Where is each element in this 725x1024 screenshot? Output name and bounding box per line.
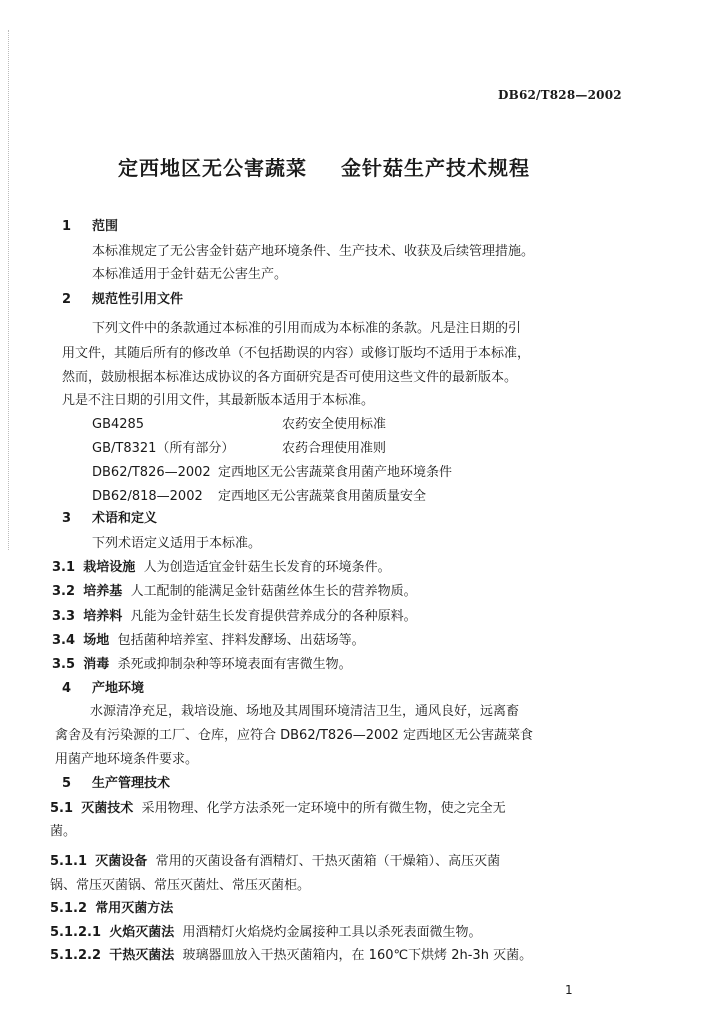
section-5-1-term: 灭菌技术 bbox=[81, 801, 134, 816]
section-3-number: 3 bbox=[62, 511, 72, 526]
ref-4-name: 定西地区无公害蔬菜食用菌质量安全 bbox=[218, 489, 427, 504]
section-5-1-2-1 bbox=[50, 924, 482, 942]
definition-3 bbox=[52, 608, 417, 626]
section-2-number: 2 bbox=[62, 292, 72, 307]
definition-4-number: 3.4 bbox=[52, 633, 76, 648]
section-5-1-1-line-2: 锅、常压灭菌锅、常压灭菌灶、常压灭菌柜。 bbox=[50, 878, 311, 893]
definition-5-term: 消毒 bbox=[83, 657, 110, 672]
section-5-1-2-title: 常用灭菌方法 bbox=[95, 901, 174, 916]
section-2-title: 规范性引用文件 bbox=[92, 292, 184, 307]
section-5-1-text: 采用物理、化学方法杀死一定环境中的所有微生物，使之完全无 bbox=[141, 801, 506, 816]
section-5-1-1-line-1 bbox=[50, 853, 500, 871]
section-5-1-1-number: 5.1.1 bbox=[50, 854, 88, 869]
section-1-para-1: 本标准规定了无公害金针菇产地环境条件、生产技术、收获及后续管理措施。 bbox=[92, 244, 535, 259]
scan-margin-line bbox=[8, 30, 10, 550]
section-5-1-2-2-term: 干热灭菌法 bbox=[109, 948, 175, 963]
section-3-para-1: 下列术语定义适用于本标准。 bbox=[92, 536, 262, 551]
standard-code: DB62/T828—2002 bbox=[498, 88, 622, 102]
ref-2-code: GB/T8321（所有部分） bbox=[92, 441, 235, 456]
title-right: 金针菇生产技术规程 bbox=[341, 156, 530, 180]
definition-4 bbox=[52, 632, 365, 650]
title-left: 定西地区无公害蔬菜 bbox=[118, 156, 307, 180]
definition-1-number: 3.1 bbox=[52, 560, 76, 575]
section-5-1-1-term: 灭菌设备 bbox=[95, 854, 148, 869]
definition-4-term: 场地 bbox=[83, 633, 110, 648]
ref-1-code: GB4285 bbox=[92, 417, 145, 432]
section-4-para-2: 禽舍及有污染源的工厂、仓库，应符合 DB62/T826—2002 定西地区无公害蔬菜食 bbox=[55, 728, 533, 743]
section-5-1-2-number: 5.1.2 bbox=[50, 901, 88, 916]
definition-5 bbox=[52, 656, 352, 674]
section-4-title: 产地环境 bbox=[92, 681, 145, 696]
section-2-para-2: 用文件，其随后所有的修改单（不包括勘误的内容）或修订版均不适用于本标准， bbox=[62, 346, 531, 361]
section-5-1-2-1-term: 火焰灭菌法 bbox=[109, 925, 175, 940]
section-5-1-2-1-text: 用酒精灯火焰烧灼金属接种工具以杀死表面微生物。 bbox=[182, 925, 482, 940]
definition-1-term: 栽培设施 bbox=[83, 560, 136, 575]
section-1-para-2: 本标准适用于金针菇无公害生产。 bbox=[92, 267, 288, 282]
definition-3-number: 3.3 bbox=[52, 609, 76, 624]
definition-1-text: 人为创造适宜金针菇生长发育的环境条件。 bbox=[143, 560, 391, 575]
definition-2-text: 人工配制的能满足金针菇菌丝体生长的营养物质。 bbox=[130, 584, 417, 599]
definition-5-number: 3.5 bbox=[52, 657, 76, 672]
definition-5-text: 杀死或抑制杂种等环境表面有害微生物。 bbox=[117, 657, 352, 672]
section-5-title: 生产管理技术 bbox=[92, 776, 171, 791]
section-5-1-1-text: 常用的灭菌设备有酒精灯、干热灭菌箱（干燥箱）、高压灭菌 bbox=[155, 854, 501, 869]
ref-3-name: 定西地区无公害蔬菜食用菌产地环境条件 bbox=[218, 465, 453, 480]
section-2-para-1: 下列文件中的条款通过本标准的引用而成为本标准的条款。凡是注日期的引 bbox=[92, 321, 522, 336]
section-5-1-2-1-number: 5.1.2.1 bbox=[50, 925, 101, 940]
section-4-para-1: 水源清净充足，栽培设施、场地及其周围环境清洁卫生，通风良好，远离畜 bbox=[90, 704, 520, 719]
definition-2-term: 培养基 bbox=[83, 584, 123, 599]
document-title bbox=[118, 152, 530, 181]
section-5-1-2 bbox=[50, 900, 173, 918]
section-5-1-line-2: 菌。 bbox=[50, 824, 77, 839]
definition-4-text: 包括菌种培养室、拌料发酵场、出菇场等。 bbox=[117, 633, 365, 648]
section-5-1-2-2-text: 玻璃器皿放入干热灭菌箱内，在 160℃下烘烤 2h-3h 灭菌。 bbox=[182, 948, 533, 963]
section-5-1-number: 5.1 bbox=[50, 801, 74, 816]
ref-2-name: 农药合理使用准则 bbox=[282, 441, 387, 456]
section-2-para-3: 然而，鼓励根据本标准达成协议的各方面研究是否可使用这些文件的最新版本。 bbox=[62, 370, 518, 385]
ref-4-code: DB62/818—2002 bbox=[92, 489, 203, 504]
section-5-1-line-1 bbox=[50, 800, 506, 818]
ref-1-name: 农药安全使用标准 bbox=[282, 417, 387, 432]
section-1-title: 范围 bbox=[92, 219, 119, 234]
definition-2 bbox=[52, 583, 417, 601]
section-3-title: 术语和定义 bbox=[92, 511, 158, 526]
section-5-1-2-2 bbox=[50, 947, 532, 965]
section-4-number: 4 bbox=[62, 681, 72, 696]
section-5-1-2-2-number: 5.1.2.2 bbox=[50, 948, 101, 963]
section-5-number: 5 bbox=[62, 776, 72, 791]
ref-3-code: DB62/T826—2002 bbox=[92, 465, 211, 480]
definition-2-number: 3.2 bbox=[52, 584, 76, 599]
section-4-para-3: 用菌产地环境条件要求。 bbox=[55, 752, 199, 767]
section-2-para-4: 凡是不注日期的引用文件，其最新版本适用于本标准。 bbox=[62, 393, 375, 408]
page-number: 1 bbox=[565, 983, 573, 997]
definition-3-text: 凡能为金针菇生长发育提供营养成分的各种原料。 bbox=[130, 609, 417, 624]
section-1-number: 1 bbox=[62, 219, 72, 234]
definition-3-term: 培养料 bbox=[83, 609, 123, 624]
definition-1 bbox=[52, 559, 391, 577]
